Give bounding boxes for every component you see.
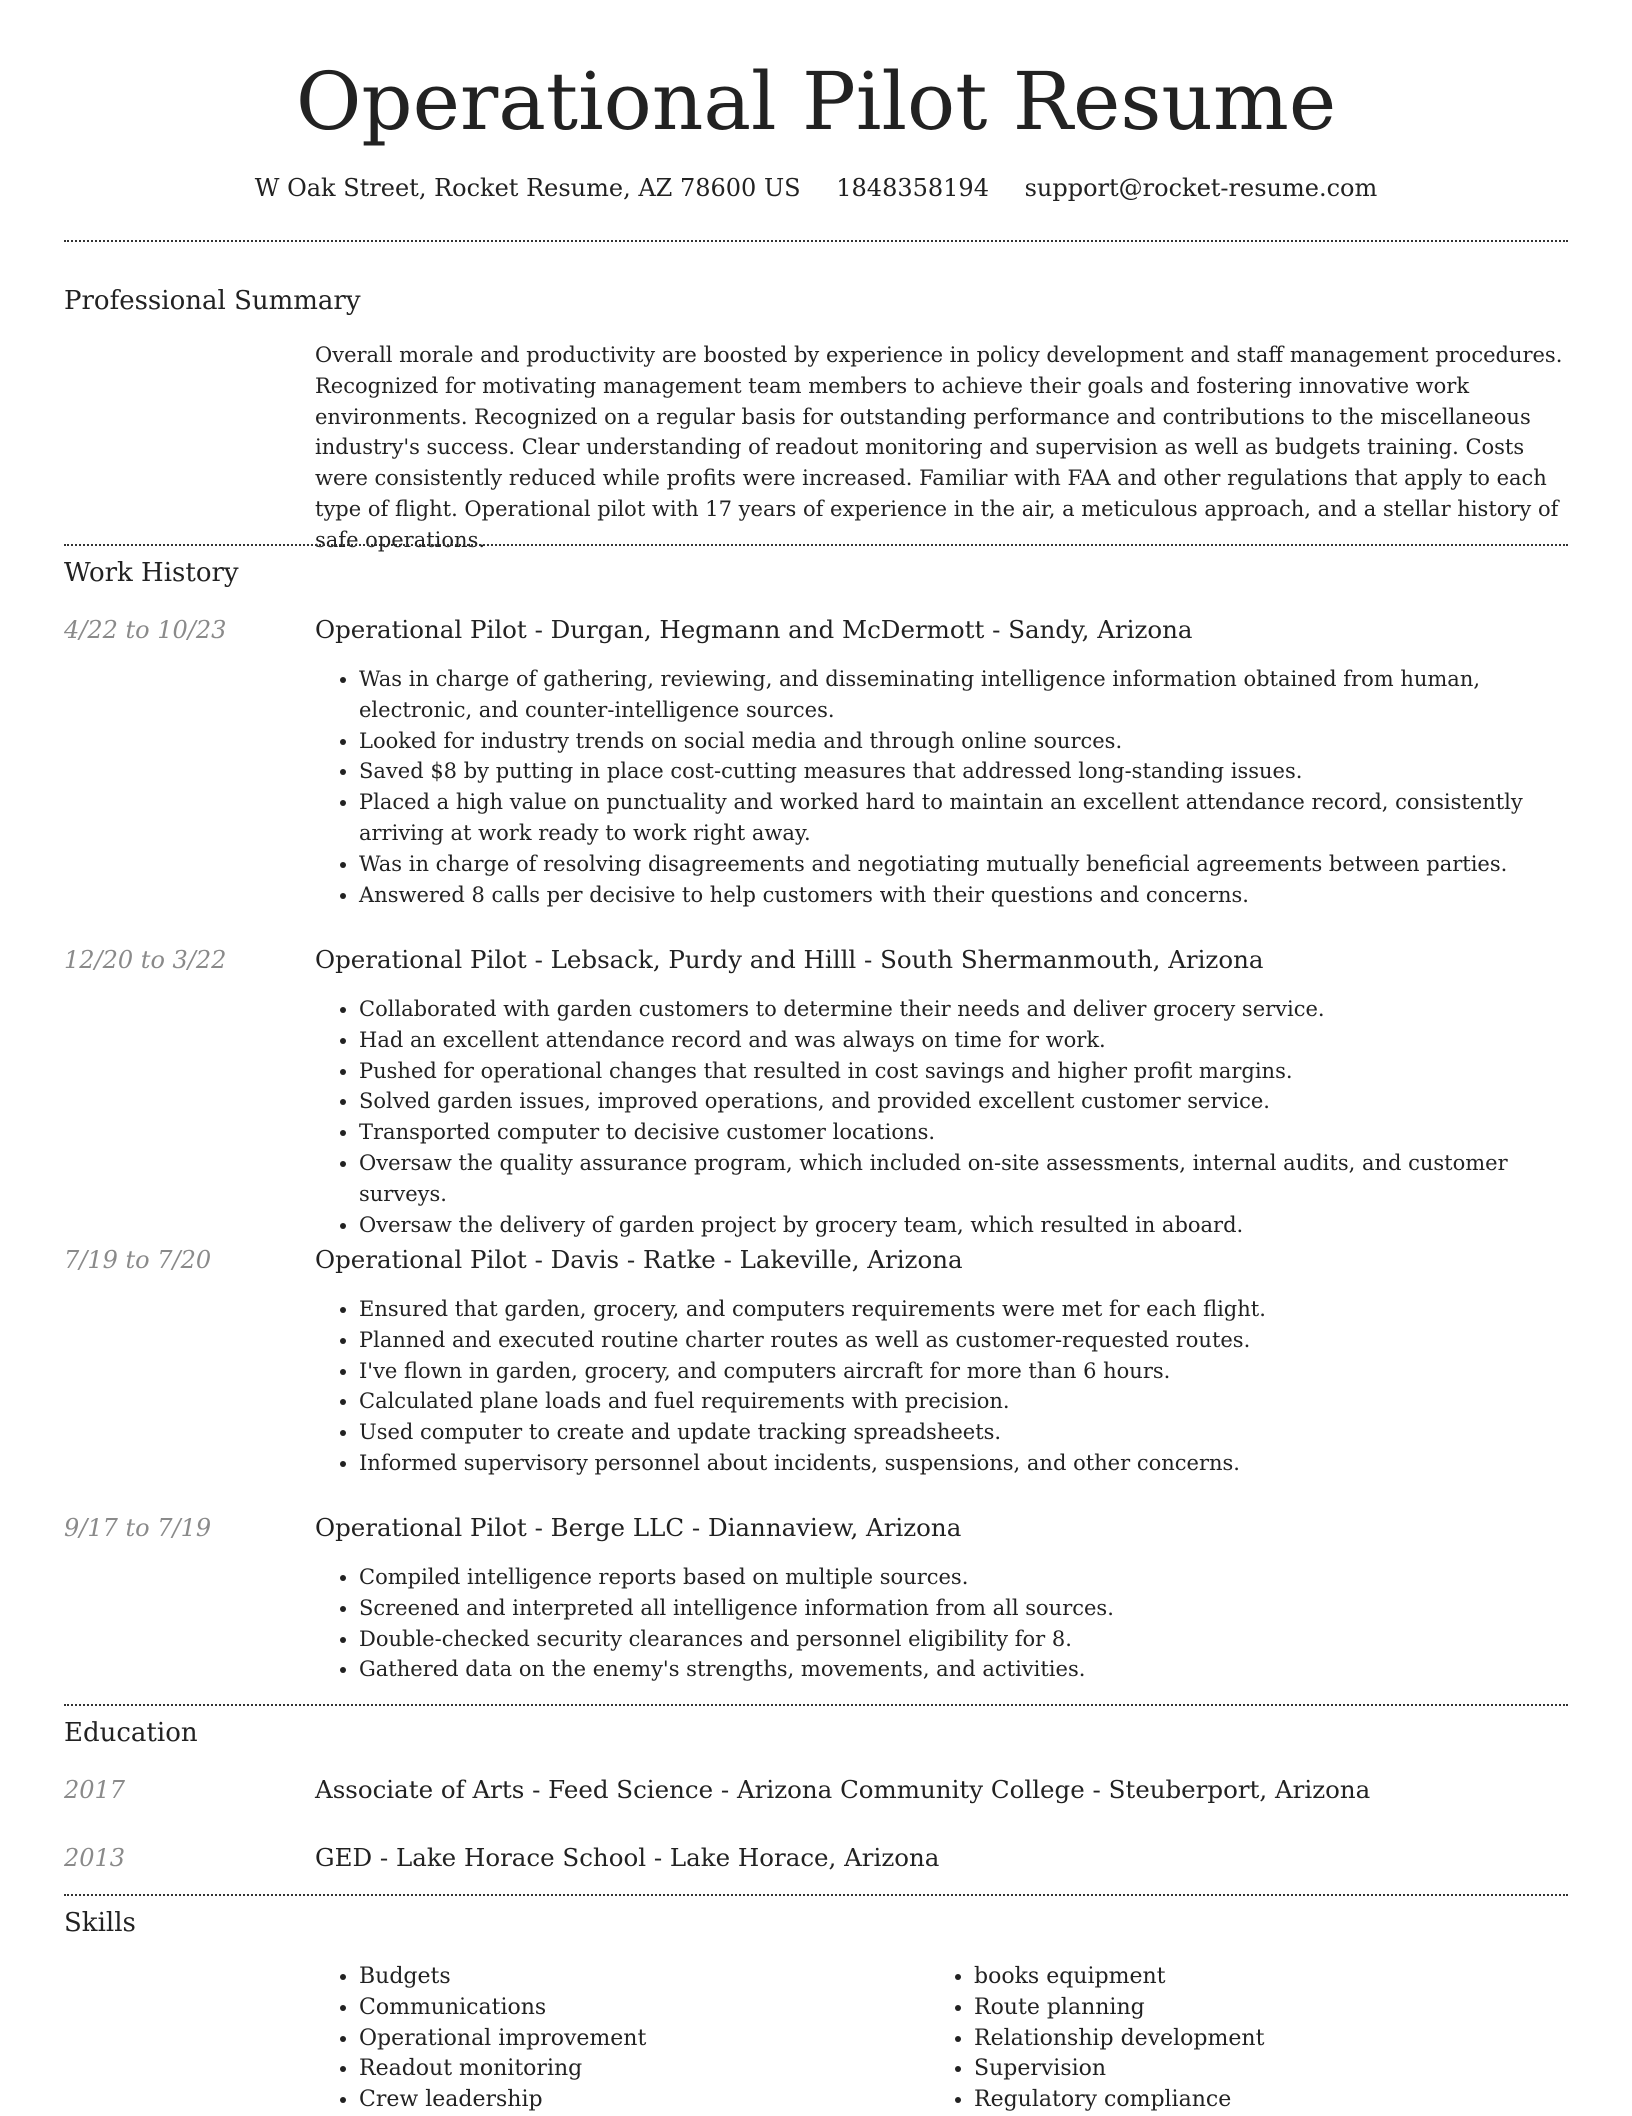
job-bullet: • Was in charge of gathering, reviewing, and disseminating intelligence information obtained from human, electronic, and counter-intelligence sources. bbox=[359, 664, 1568, 726]
job-bullet: • Pushed for operational changes that resulted in cost savings and higher profit margins. bbox=[359, 1056, 1568, 1087]
skill-item: • Supervision bbox=[974, 2054, 1530, 2085]
section-heading-education: Education bbox=[64, 1718, 198, 1748]
skill-item: • Relationship development bbox=[974, 2024, 1530, 2055]
skill-item: • Crew leadership bbox=[359, 2085, 915, 2116]
job-dates: 9/17 to 7/19 bbox=[64, 1514, 212, 1542]
job-bullet: • Compiled intelligence reports based on multiple sources. bbox=[359, 1562, 1568, 1593]
job-bullet: • I've flown in garden, grocery, and computers aircraft for more than 6 hours. bbox=[359, 1356, 1568, 1387]
job-bullet: • Ensured that garden, grocery, and computers requirements were met for each flight. bbox=[359, 1294, 1568, 1325]
education-year: 2013 bbox=[64, 1844, 126, 1872]
contact-line bbox=[64, 170, 1568, 206]
job-title: Operational Pilot - Davis - Ratke - Lakeville, Arizona bbox=[315, 1245, 963, 1274]
job-bullet: • Saved $8 by putting in place cost-cutting measures that addressed long-standing issues. bbox=[359, 756, 1568, 787]
job-title: Operational Pilot - Berge LLC - Diannaview, Arizona bbox=[315, 1513, 962, 1542]
contact-email: support@rocket-resume.com bbox=[1024, 174, 1378, 202]
skill-item: • Budgets bbox=[359, 1962, 915, 1993]
job-bullet: • Gathered data on the enemy's strengths, movements, and activities. bbox=[359, 1654, 1568, 1685]
job-bullet: • Transported computer to decisive customer locations. bbox=[359, 1117, 1568, 1148]
job-title: Operational Pilot - Lebsack, Purdy and Hilll - South Shermanmouth, Arizona bbox=[315, 945, 1264, 974]
summary-text: Overall morale and productivity are boosted by experience in policy development and staff management procedures. Recognized for motivating management team members to achieve their goals and fostering innovative work environments. Recognized on a regular basis for outstanding performance and contributions to the miscellaneous industry's success. Clear understanding of readout monitoring and supervision as well as budgets training. Costs were consistently reduced while profits were increased. Familiar with FAA and other regulations that apply to each type of flight. Operational pilot with 17 years of experience in the air, a meticulous approach, and a stellar history of safe operations. bbox=[315, 343, 1563, 552]
job-bullets bbox=[315, 664, 1568, 910]
job-bullet: • Used computer to create and update tracking spreadsheets. bbox=[359, 1417, 1568, 1448]
job-bullet: • Informed supervisory personnel about incidents, suspensions, and other concerns. bbox=[359, 1448, 1568, 1479]
education-title: GED - Lake Horace School - Lake Horace, Arizona bbox=[315, 1843, 940, 1872]
skill-item: • Readout monitoring bbox=[359, 2054, 915, 2085]
skills-list-left bbox=[315, 1962, 915, 2116]
job-bullet: • Answered 8 calls per decisive to help customers with their questions and concerns. bbox=[359, 880, 1568, 911]
divider bbox=[64, 1894, 1568, 1896]
skill-item: • Route planning bbox=[974, 1993, 1530, 2024]
job-bullet: • Solved garden issues, improved operations, and provided excellent customer service. bbox=[359, 1086, 1568, 1117]
resume-title: Operational Pilot Resume bbox=[295, 55, 1337, 148]
divider bbox=[64, 1704, 1568, 1706]
skills-list-right bbox=[930, 1962, 1530, 2116]
divider bbox=[64, 240, 1568, 242]
education-title: Associate of Arts - Feed Science - Arizona Community College - Steuberport, Arizona bbox=[315, 1775, 1371, 1804]
job-bullet: • Screened and interpreted all intelligence information from all sources. bbox=[359, 1593, 1568, 1624]
job-bullet: • Placed a high value on punctuality and worked hard to maintain an excellent attendance record, consistently arriving at work ready to work right away. bbox=[359, 787, 1568, 849]
job-bullet: • Looked for industry trends on social media and through online sources. bbox=[359, 726, 1568, 757]
resume-page bbox=[64, 0, 1568, 2112]
job-dates: 7/19 to 7/20 bbox=[64, 1246, 212, 1274]
skill-item: • books equipment bbox=[974, 1962, 1530, 1993]
skill-item: • Operational improvement bbox=[359, 2024, 915, 2055]
job-dates: 4/22 to 10/23 bbox=[64, 616, 227, 644]
contact-phone: 1848358194 bbox=[836, 174, 989, 202]
job-bullets bbox=[315, 1294, 1568, 1479]
skill-item: • Communications bbox=[359, 1993, 915, 2024]
job-bullet: • Double-checked security clearances and personnel eligibility for 8. bbox=[359, 1624, 1568, 1655]
job-bullet: • Had an excellent attendance record and was always on time for work. bbox=[359, 1025, 1568, 1056]
education-year: 2017 bbox=[64, 1776, 126, 1804]
contact-address: W Oak Street, Rocket Resume, AZ 78600 US bbox=[254, 174, 801, 202]
job-bullet: • Collaborated with garden customers to determine their needs and deliver grocery service. bbox=[359, 994, 1568, 1025]
job-bullet: • Calculated plane loads and fuel requirements with precision. bbox=[359, 1386, 1568, 1417]
skill-item: • Regulatory compliance bbox=[974, 2085, 1530, 2116]
job-bullet: • Was in charge of resolving disagreements and negotiating mutually beneficial agreements between parties. bbox=[359, 849, 1568, 880]
job-dates: 12/20 to 3/22 bbox=[64, 946, 227, 974]
section-heading-work-history: Work History bbox=[64, 558, 239, 588]
job-bullet: • Oversaw the quality assurance program, which included on-site assessments, internal audits, and customer surveys. bbox=[359, 1148, 1568, 1210]
job-bullets bbox=[315, 1562, 1568, 1685]
job-bullet: • Oversaw the delivery of garden project by grocery team, which resulted in aboard. bbox=[359, 1210, 1568, 1241]
divider bbox=[64, 544, 1568, 546]
section-heading-skills: Skills bbox=[64, 1908, 136, 1938]
job-bullet: • Planned and executed routine charter routes as well as customer-requested routes. bbox=[359, 1325, 1568, 1356]
job-bullets bbox=[315, 994, 1568, 1240]
section-heading-summary: Professional Summary bbox=[64, 286, 361, 316]
job-title: Operational Pilot - Durgan, Hegmann and McDermott - Sandy, Arizona bbox=[315, 615, 1193, 644]
